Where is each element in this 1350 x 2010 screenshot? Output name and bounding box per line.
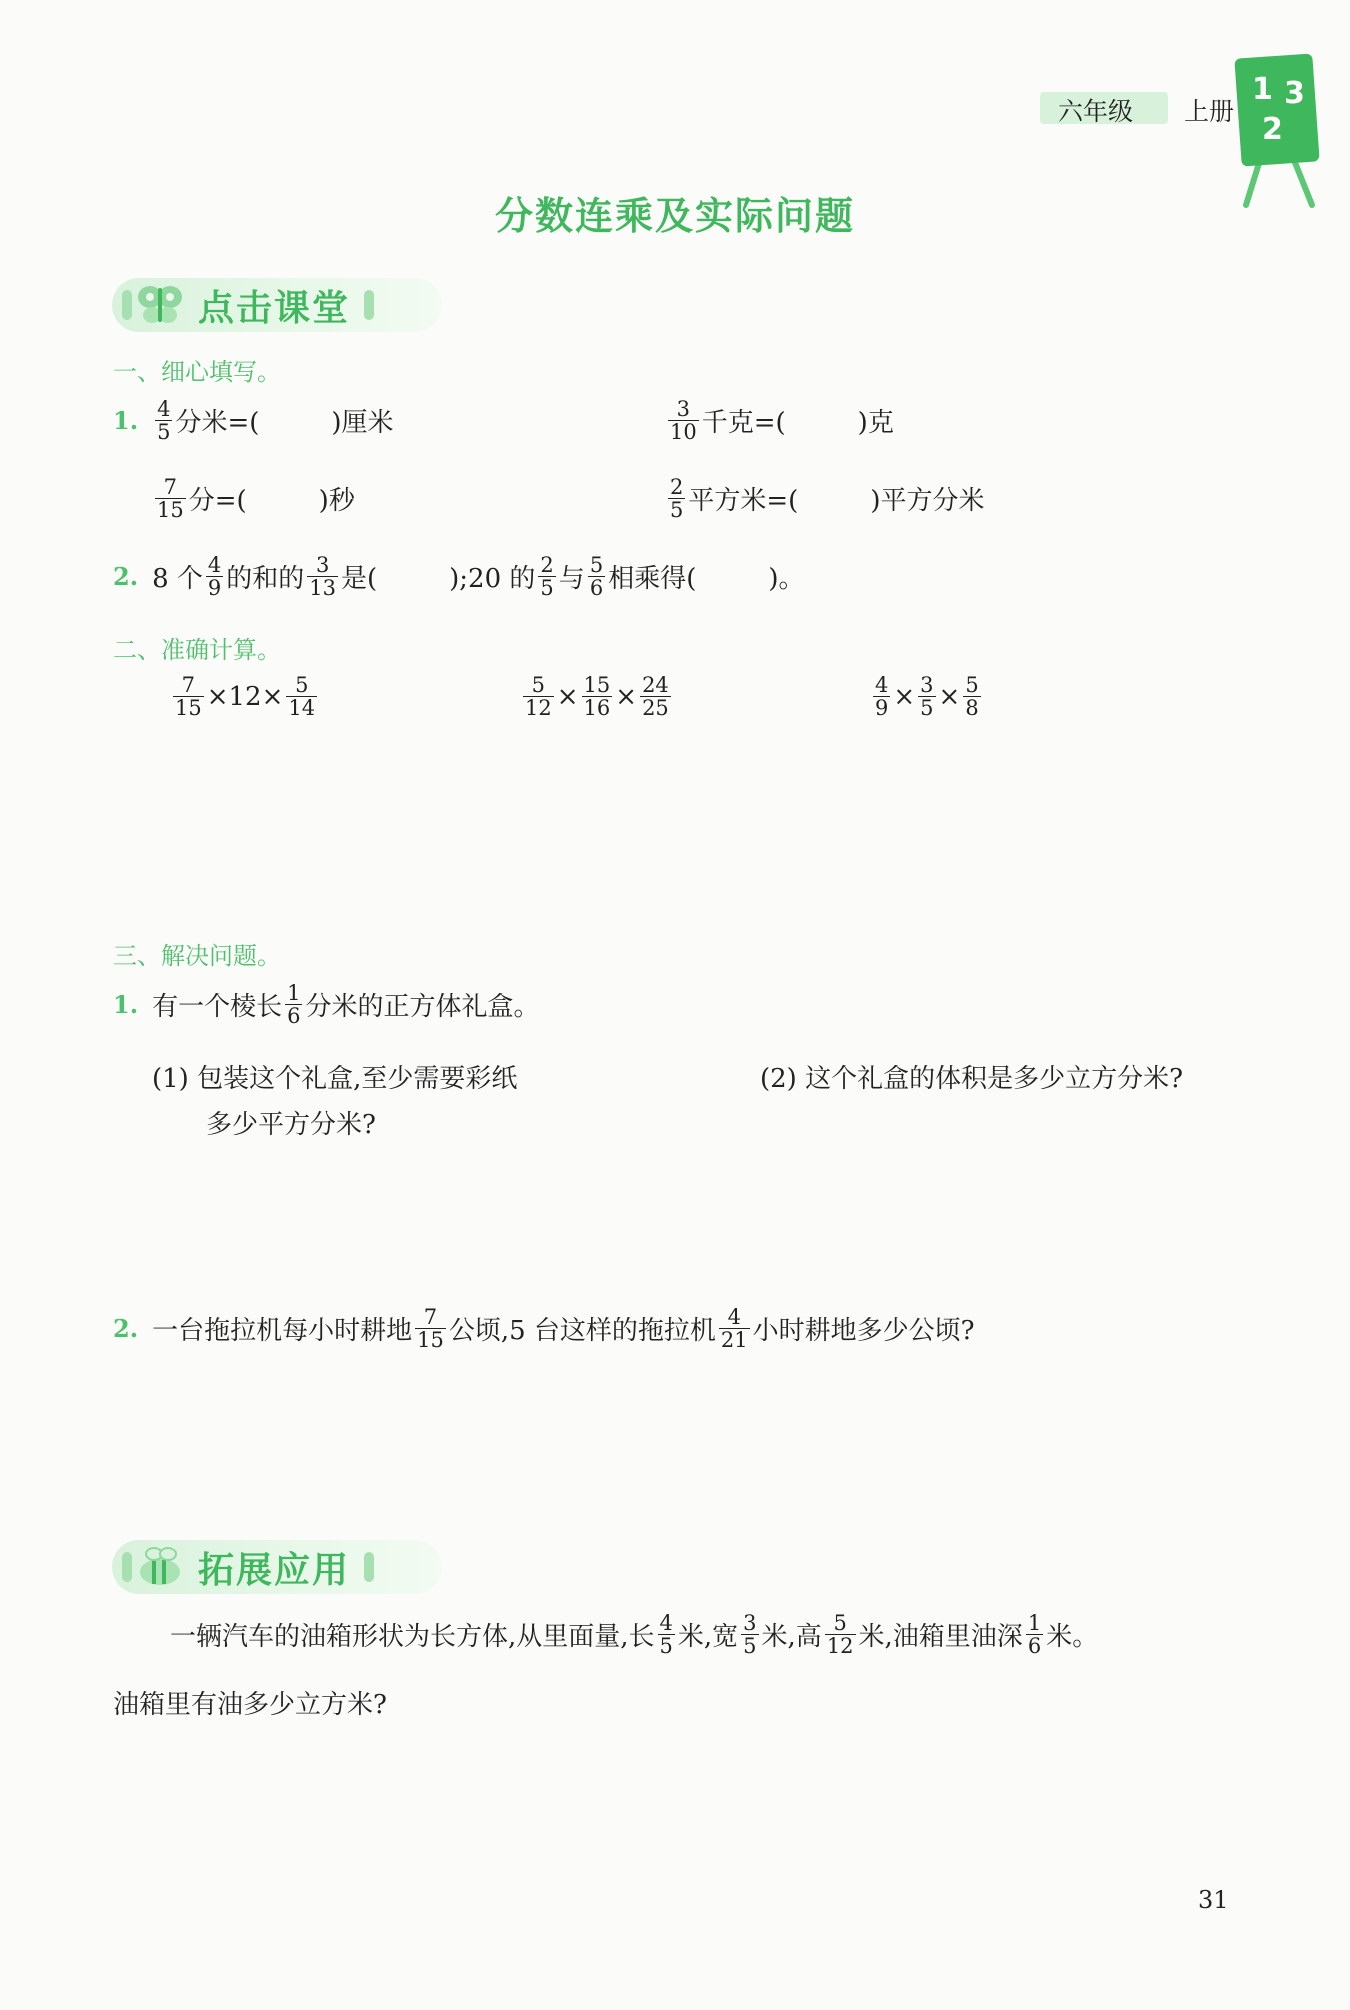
section-banner-extension: [112, 1540, 442, 1594]
q1-c: [152, 476, 355, 521]
logo-digit-3: 3: [1284, 76, 1305, 111]
p2-text: 小时耕地多少公顷?: [752, 1316, 975, 1347]
bee-icon: [132, 1542, 188, 1592]
fraction: $\frac{4}{9}$: [875, 673, 889, 721]
fraction: $\frac{3}{5}$: [920, 673, 934, 721]
q1-d-text-pre: 平方米=(: [688, 486, 799, 517]
calc-expression-2: [520, 674, 674, 719]
fraction: $\frac{2}{5}$: [540, 553, 554, 601]
fraction: $\frac{4}{5}$: [659, 1611, 673, 1659]
page-title: 分数连乘及实际问题: [494, 194, 855, 238]
butterfly-icon: [132, 280, 188, 330]
q1-b-text-pre: 千克=(: [701, 408, 786, 439]
extension-problem-line1: [170, 1612, 1098, 1657]
problem-1: [113, 982, 539, 1027]
q1-d: [665, 476, 984, 521]
p2-text: 一台拖拉机每小时耕地: [152, 1316, 413, 1347]
q2-number: 2.: [113, 562, 139, 592]
fraction: $\frac{7}{15}$: [157, 475, 184, 523]
section-heading-calc: 二、准确计算。: [113, 636, 281, 664]
operator: ×12×: [206, 681, 284, 712]
p2-number: 2.: [113, 1314, 139, 1344]
q1-b-text-post: )克: [857, 408, 894, 439]
calc-expression-3: [870, 674, 984, 719]
q1-c-text-post: )秒: [318, 486, 355, 517]
q1-c-text-pre: 分=(: [188, 486, 247, 517]
calc-expression-1: [170, 674, 320, 719]
q2-text: 是(: [341, 564, 378, 595]
q2-text: )。: [768, 564, 805, 595]
p1-sub1-line2: 多少平方分米?: [206, 1110, 376, 1140]
fraction: $\frac{4}{21}$: [720, 1305, 748, 1353]
operator: ×: [615, 681, 638, 712]
section-banner-classroom: [112, 278, 442, 332]
p1-sub2: (2) 这个礼盒的体积是多少立方分米?: [760, 1064, 1184, 1094]
banner-cap-right: [364, 290, 374, 320]
fraction: $\frac{7}{15}$: [417, 1305, 444, 1353]
fraction: $\frac{5}{8}$: [965, 673, 979, 721]
p2-text: 公顷,5 台这样的拖拉机: [448, 1316, 716, 1347]
q2-text: 的和的: [226, 564, 305, 595]
problem-2: [113, 1306, 975, 1351]
fraction: $\frac{3}{13}$: [309, 553, 336, 601]
page-number: 31: [1198, 1886, 1229, 1914]
header-grade: 六年级: [1058, 97, 1134, 126]
banner-cap-right: [364, 1552, 374, 1582]
operator: ×: [938, 681, 961, 712]
p1-text: 分米的正方体礼盒。: [305, 992, 540, 1023]
fraction: $\frac{7}{15}$: [175, 673, 202, 721]
q1-d-text-post: )平方分米: [870, 486, 985, 517]
p1-text: 有一个棱长: [152, 992, 283, 1023]
q2-text: 相乘得(: [608, 564, 697, 595]
operator: ×: [893, 681, 916, 712]
p1-sub1-line1: (1) 包装这个礼盒,至少需要彩纸: [152, 1064, 518, 1094]
fraction: $\frac{5}{12}$: [525, 673, 552, 721]
ext-text: 米,宽: [677, 1622, 739, 1653]
fraction: $\frac{1}{6}$: [287, 981, 301, 1029]
operator: ×: [556, 681, 579, 712]
banner-title-classroom: 点击课堂: [198, 287, 351, 329]
fraction: $\frac{15}{16}$: [583, 673, 611, 721]
q2-text: );20 的: [449, 564, 536, 595]
q1-number: 1.: [113, 406, 139, 436]
fraction: $\frac{5}{12}$: [826, 1611, 854, 1659]
banner-cap-left: [122, 290, 132, 320]
section-heading-fill: 一、细心填写。: [113, 358, 281, 386]
fraction: $\frac{2}{5}$: [670, 475, 684, 523]
q1-a-text-post: )厘米: [331, 408, 394, 439]
section-heading-solve: 三、解决问题。: [113, 942, 281, 970]
banner-title-extension: 拓展应用: [198, 1549, 351, 1591]
fraction: $\frac{3}{5}$: [743, 1611, 757, 1659]
fraction: $\frac{4}{5}$: [157, 397, 171, 445]
extension-problem-line2: 油箱里有油多少立方米?: [113, 1690, 387, 1720]
logo-digit-2: 2: [1262, 112, 1283, 147]
q2-text: 与: [558, 564, 585, 595]
banner-cap-left: [122, 1552, 132, 1582]
q2-text: 8 个: [152, 564, 203, 595]
ext-text: 一辆汽车的油箱形状为长方体,从里面量,长: [170, 1622, 655, 1653]
fraction: $\frac{24}{25}$: [642, 673, 669, 721]
q2: [113, 554, 805, 599]
ext-text: 米,高: [761, 1622, 822, 1653]
fraction: $\frac{4}{9}$: [207, 553, 222, 601]
fraction: $\frac{5}{14}$: [288, 673, 316, 721]
fraction: $\frac{5}{6}$: [589, 553, 604, 601]
ext-text: 米。: [1046, 1622, 1099, 1653]
ext-text: 米,油箱里油深: [858, 1622, 1023, 1653]
fraction: $\frac{1}{6}$: [1027, 1611, 1042, 1659]
q1-a: [113, 398, 394, 443]
logo-digit-1: 1: [1252, 72, 1273, 107]
p1-number: 1.: [113, 990, 139, 1020]
q1-a-text-pre: 分米=(: [175, 408, 260, 439]
header-volume: 上册: [1184, 97, 1235, 126]
fraction: $\frac{3}{10}$: [670, 397, 697, 445]
q1-b: [665, 398, 894, 443]
